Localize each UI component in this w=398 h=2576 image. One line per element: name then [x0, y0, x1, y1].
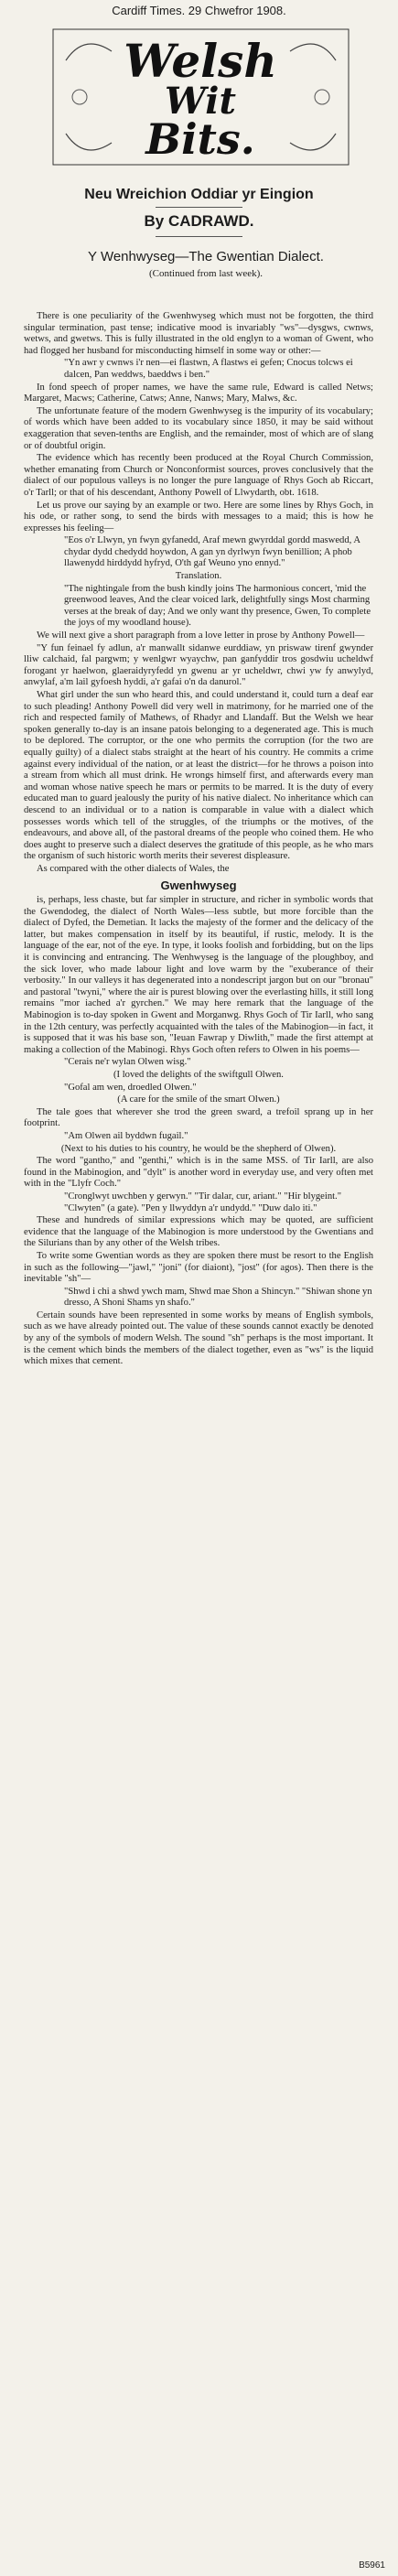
paragraph: (A care for the smile of the smart Olwen.): [117, 1094, 280, 1105]
paragraph: We will next give a short paragraph from a love letter in prose by Anthony Powell—: [37, 631, 365, 641]
paragraph: Translation.: [175, 571, 222, 582]
verse: "Shwd i chi a shwd ywch mam, Shwd mae Shon a Shincyn." "Shiwan shone yn dresso, A Shoni Shams yn shafo.": [64, 1286, 372, 1309]
verse: "Cerais ne'r wylan Olwen wisg.": [64, 1057, 191, 1068]
section-continued: (Continued from last week).: [148, 268, 264, 279]
paragraph: In fond speech of proper names, we have the same rule, Edward is called Netws; Margaret, Macws; Catherine, Catws; Anne, Nanws; Mary, Malws, &c.: [24, 382, 373, 404]
subtitle: Neu Wreichion Oddiar yr Eingion: [84, 187, 314, 202]
paragraph: There is one peculiarity of the Gwenhwyseg which must not be forgotten, the third singular termination, past tense; indicative mood is invariably "ws"—dysgws, cwnws, wetws, and gwetws. This is fully illustrated in the old englyn to a woman of Gwent, who had flogged her husband for misconducting himself in some way or other:—: [24, 311, 373, 356]
masthead-line1: Welsh: [124, 34, 277, 88]
paragraph: To write some Gwentian words as they are spoken there must be resort to the English in such as the following—"jawl," "joni" (for diaiont), "jost" (for agos). Then there is the inevitable "sh"—: [24, 1250, 373, 1285]
divider: [156, 207, 242, 208]
verse: "Yn awr y cwnws i'r nen—ei flastwn, A flastws ei gefen; Cnocus tolcws ei dalcen, Pan weddws, baeddws i ben.": [64, 358, 353, 380]
paragraph: The tale goes that wherever she trod the green sward, a trefoil sprang up in her footprint.: [24, 1106, 373, 1129]
subheading: Gwenhwyseg: [160, 878, 237, 892]
section-heading: [55, 249, 357, 282]
verse: "The nightingale from the bush kindly joins The harmonious concert, 'mid the greenwood leaves, And the clear voiced lark, delightfully sings Most charming verses at the break of day; And we only want thy presence, Gwen, To complete the joys of my woodland house).: [64, 583, 371, 629]
divider: [156, 236, 242, 237]
verse: "Gofal am wen, droedled Olwen.": [64, 1082, 197, 1093]
paragraph: The word "gantho," and "genthi," which is in the same MSS. of Tir Iarll, are also found in the Mabinogion, and "dylt" is another word in everyday use, and very often met with in the "Llyfr Coch.": [24, 1156, 373, 1190]
paragraph: "Y fun feinael fy adlun, a'r manwallt sidanwe eurddiaw, yn priswaw tirenf gwynder lliw calchaid, fal pargwm; y wenlgwr wyaychw, pan ganfyddir tros gosdwiu ucheldwf forogant yr haelwon, glaeraidyryfedd yn gwenu ar yr ucheldwr, chwi yw fy anwylyd, anwylaf, a'm lail gyfoesh hyddi, a'r gafai o'n da danurol.": [24, 642, 373, 688]
paragraph: As compared with the other dialects of Wales, the: [37, 863, 230, 874]
verse: "Am Olwen ail byddwn fugail.": [64, 1130, 188, 1141]
verse: "Cronglwyt uwchben y gerwyn." "Tir dalar, cur, ariant." "Hir blygeint." "Clwyten" (a gate). "Pen y llwyddyn a'r undydd." "Duw dalo iti.": [64, 1191, 342, 1213]
section-title: Y Wenhwyseg—The Gwentian Dialect.: [88, 249, 324, 264]
source-line: Cardiff Times. 29 Chwefror 1908.: [112, 4, 286, 17]
paragraph: (Next to his duties to his country, he would be the shepherd of Olwen).: [60, 1143, 337, 1154]
paragraph: (I loved the delights of the swiftgull Olwen.: [113, 1070, 284, 1080]
paragraph: The unfortunate feature of the modern Gwenhwyseg is the impurity of its vocabulary; of words which have been added to its vocabulary since 1850, it may be said without exaggeration that seven-tenths are English, and the remainder, most of which are of slang or of doubtful origin.: [24, 405, 373, 451]
paragraph: The evidence which has recently been produced at the Royal Church Commission, whether emanating from Church or Nonconformist sources, proves conclusively that the dialect of our populous valleys is no longer the pure language of Rhys Goch ab Riccart, o'r Tarll; or that of his descendant, Anthony Powell of Llwydarth, obt. 1618.: [24, 453, 373, 498]
reference-number: B5961: [359, 2560, 385, 2571]
paragraph: is, perhaps, less chaste, but far simpler in structure, and richer in symbolic words that the Gwendodeg, the dialect of North Wales—less subtle, but more forcible than the dialect of Dyfed, the Demetian. It lacks the majesty of the former and the delicacy of the latter, but makes compensation in itself by its beautiful, if rustic, melody. It is the language of the ear, not of the eye. In type, it looks foolish and forbidding, but on the lips it is convincing and entrancing. The Wenhwyseg is the language of the ploughboy, and the sick lover, who made labour light and love warm by the "exuberance of their verbosity." In our valleys it has degenerated into a nondescript jargon but on our "bronau" and pastoral "twyni," where the air is purest blowing over the everlasting hills, it still long remains "mor iached a'r gyrchen." We may here remark that the language of the Mabinogion is to-day spoken in Gwent and Morganwg. Rhys Goch of Tir Iarll, who sang in the 12th century, was perfectly acquainted with the tales of the Mabinogion—in fact, it is supposed that it was his base son, "Ieuan Fawrap y Diwlith," made the first attempt at making a collection of the Mabinogi. Rhys Goch often refers to Olwen in his poems—: [24, 895, 373, 1055]
masthead-logo: [48, 24, 354, 170]
article-body: [24, 311, 373, 1369]
masthead-line3: Bits.: [145, 114, 255, 164]
masthead-line2: Wit: [165, 80, 236, 123]
verse: "Eos o'r Llwyn, yn fwyn gyfanedd, Araf mewn gwyrddal gordd maswedd, A chydar dydd chedydd hoywdon, A gan yn dyrlwyn fwyn benillion; A phob llawenydd hirddydd hyfryd, O'th gaf Weuno yno ennyd.": [64, 535, 360, 569]
paragraph: What girl under the sun who heard this, and could understand it, could turn a deaf ear to such pleading! Anthony Powell did very well in matrimony, for he married one of the rich and respected family of Mathews, of Rhadyr and Llandaff. But the Welsh we hear spoken generally to-day is an insane patois belonging to a degenerated age. This is much to be deplored. The corruptor, or the one who permits the corruption (for the two are equally guilty) of a dialect stabs straight at the heart of his country. He commits a crime against every individual of the nation, or at least the district—for he throws a poison into a stream from which all must drink. He wrongs himself first, and afterwards every man and woman whose native speech he mars or permits to be marred. It is the duty of every educated man to guard jealously the purity of his native dialect. No inheritance which can descend to an individual or to a nation is comparable in value with a dialect which possesses words which tell of the struggles, of the triumphs or the motives, of the endeavours, and above all, of the pastoral dreams of the people who coined them. He who does aught to preserve such a dialect deserves the gratitude of this people, as he who mars the organism of such historic worth merits their severest displeasure.: [24, 690, 373, 862]
paragraph: These and hundreds of similar expressions which may be quoted, are sufficient evidence that the language of the Mabinogion is more understood by the Gwentians and the Silurians than by any other of the Welsh tribes.: [24, 1215, 373, 1249]
byline: By CADRAWD.: [144, 212, 254, 230]
paragraph: Certain sounds have been represented in some works by means of English symbols, such as we have already pointed out. The value of these sounds cannot exactly be denoted by any of the symbols of modern Welsh. The sound "sh" perhaps is the most important. It is the cement which binds the members of the dialect together, even as "ws" is the liquid which mixes that cement.: [24, 1310, 373, 1367]
paragraph: Let us prove our saying by an example or two. Here are some lines by Rhys Goch, in his ode, or rather song, to send the birds with messages to a maid; this is how he expresses his feeling—: [24, 500, 373, 534]
